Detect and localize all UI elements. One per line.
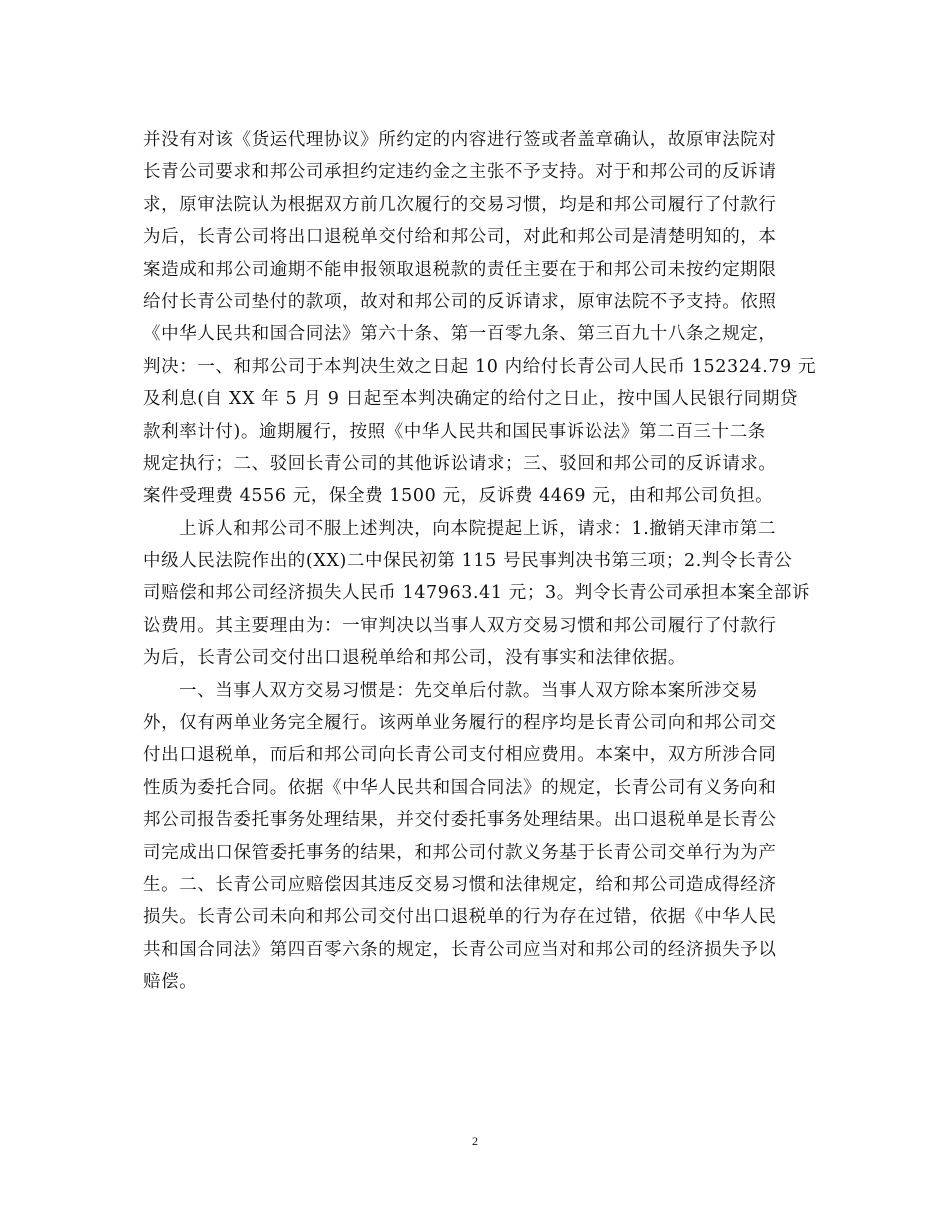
text-line: 生。二、长青公司应赔偿因其违反交易习惯和法律规定，给和邦公司造成得经济: [143, 874, 777, 895]
text-line: 及利息(自 XX 年 5 月 9 日起至本判决确定的给付之日止，按中国人民银行同期贷: [143, 389, 799, 410]
text-line: 付出口退税单，而后和邦公司向长青公司支付相应费用。本案中，双方所涉合同: [143, 745, 777, 766]
text-line: 共和国合同法》第四百零六条的规定，长青公司应当对和邦公司的经济损失予以: [143, 939, 777, 960]
text-line: 讼费用。其主要理由为：一审判决以当事人双方交易习惯和邦公司履行了付款行: [143, 615, 777, 636]
text-line: 求，原审法院认为根据双方前几次履行的交易习惯，均是和邦公司履行了付款行: [143, 194, 777, 215]
text-line: 长青公司要求和邦公司承担约定违约金之主张不予支持。对于和邦公司的反诉请: [143, 162, 777, 183]
text-line: 司赔偿和邦公司经济损失人民币 147963.41 元；3。判令长青公司承担本案全部诉: [143, 583, 811, 604]
text-line: 判决：一、和邦公司于本判决生效之日起 10 内给付长青公司人民币 152324.79 元: [143, 356, 817, 377]
paragraph-start-line: 一、当事人双方交易习惯是：先交单后付款。当事人双方除本案所涉交易: [179, 680, 759, 701]
text-line: 性质为委托合同。依据《中华人民共和国合同法》的规定，长青公司有义务向和: [143, 777, 777, 798]
text-line: 给付长青公司垫付的款项，故对和邦公司的反诉请求，原审法院不予支持。依照: [143, 291, 777, 312]
text-line: 为后，长青公司交付出口退税单给和邦公司，没有事实和法律依据。: [143, 648, 686, 669]
text-line: 款利率计付)。逾期履行，按照《中华人民共和国民事诉讼法》第二百三十二条: [143, 421, 766, 442]
text-line: 并没有对该《货运代理协议》所约定的内容进行签或者盖章确认，故原审法院对: [143, 130, 777, 150]
text-line: 案件受理费 4556 元，保全费 1500 元，反诉费 4469 元，由和邦公司负担。: [143, 486, 774, 507]
text-line: 损失。长青公司未向和邦公司交付出口退税单的行为存在过错，依据《中华人民: [143, 907, 777, 928]
body-text: [143, 124, 817, 999]
paragraph-start-line: 上诉人和邦公司不服上述判决，向本院提起上诉，请求：1.撤销天津市第二: [179, 518, 777, 539]
text-line: 规定执行；二、驳回长青公司的其他诉讼请求；三、驳回和邦公司的反诉请求。: [143, 453, 777, 474]
text-line: 邦公司报告委托事务处理结果，并交付委托事务处理结果。出口退税单是长青公: [143, 810, 777, 831]
page-number: 2: [472, 1134, 478, 1148]
text-line: 中级人民法院作出的(XX)二中保民初第 115 号民事判决书第三项；2.判令长青公: [143, 551, 793, 572]
text-line: 案造成和邦公司逾期不能申报领取退税款的责任主要在于和邦公司未按约定期限: [143, 259, 777, 280]
text-line: 为后，长青公司将出口退税单交付给和邦公司，对此和邦公司是清楚明知的，本: [143, 227, 777, 248]
text-line: 司完成出口保管委托事务的结果，和邦公司付款义务基于长青公司交单行为为产: [143, 842, 777, 863]
text-line: 外，仅有两单业务完全履行。该两单业务履行的程序均是长青公司向和邦公司交: [143, 713, 777, 734]
text-line: 赔偿。: [143, 972, 198, 993]
text-line: 《中华人民共和国合同法》第六十条、第一百零九条、第三百九十八条之规定，: [143, 324, 777, 345]
